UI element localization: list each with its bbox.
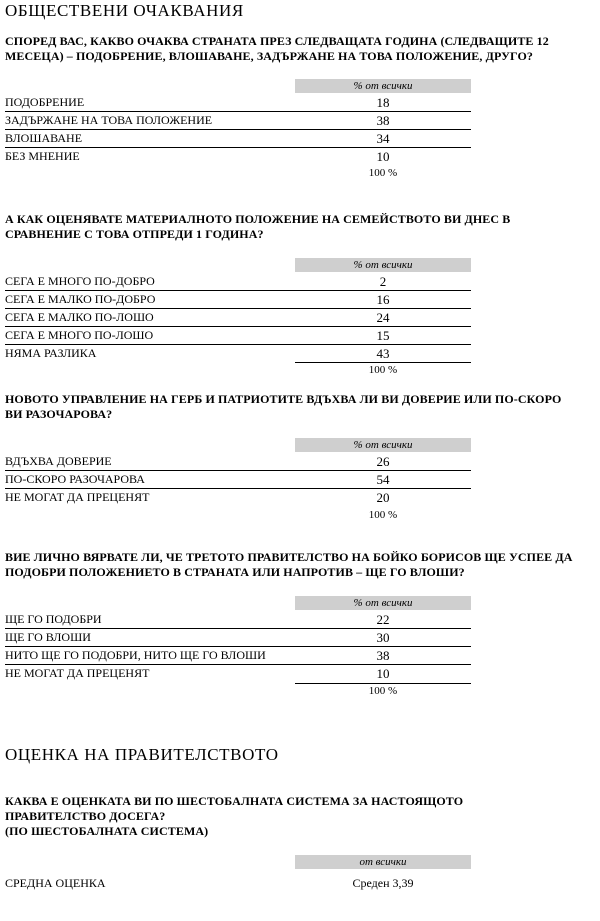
row-label: ЩЕ ГО ПОДОБРИ — [5, 612, 102, 626]
total-divider — [295, 683, 471, 684]
row-label: НЯМА РАЗЛИКА — [5, 346, 97, 360]
table-row — [5, 611, 471, 629]
table-row — [5, 148, 471, 165]
row-value: 10 — [376, 666, 390, 681]
row-value: 34 — [376, 131, 390, 146]
row-value: 38 — [376, 113, 390, 128]
table-row — [5, 327, 471, 345]
row-label: ЩЕ ГО ВЛОШИ — [5, 630, 91, 644]
row-value: 54 — [376, 472, 390, 487]
row-label: БЕЗ МНЕНИЕ — [5, 149, 80, 163]
row-value: 10 — [376, 149, 390, 164]
row-value: 30 — [376, 630, 390, 645]
row-value: Среден 3,39 — [352, 876, 414, 890]
row-label: ПОДОБРЕНИЕ — [5, 95, 85, 109]
column-header: от всички — [295, 855, 471, 869]
row-label: НИТО ЩЕ ГО ПОДОБРИ, НИТО ЩЕ ГО ВЛОШИ — [5, 648, 266, 662]
row-value: 24 — [376, 310, 390, 325]
row-label: СЕГА Е МНОГО ПО-ДОБРО — [5, 274, 155, 288]
total-value: 100 % — [368, 364, 398, 376]
total-value: 100 % — [368, 685, 398, 697]
row-label: СЕГА Е МАЛКО ПО-ЛОШО — [5, 310, 154, 324]
row-label: ВЛОШАВАНЕ — [5, 131, 83, 145]
table-row — [5, 875, 471, 892]
table-row — [5, 273, 471, 291]
total-value: 100 % — [368, 509, 398, 521]
table-row — [5, 665, 471, 682]
row-value: 15 — [376, 328, 390, 343]
row-value: 20 — [376, 490, 390, 505]
row-label: НЕ МОГАТ ДА ПРЕЦЕНЯТ — [5, 490, 150, 504]
row-label: СЕГА Е МНОГО ПО-ЛОШО — [5, 328, 154, 342]
table-row — [5, 130, 471, 148]
column-header: % от всички — [295, 438, 471, 452]
total-divider — [295, 362, 471, 363]
question-3: НОВОТО УПРАВЛЕНИЕ НА ГЕРБ И ПАТРИОТИТЕ ВДЪХВА ЛИ ВИ ДОВЕРИЕ ИЛИ ПО-СКОРО ВИ РАЗОЧАРОВА? — [5, 392, 562, 421]
section-title-expectations: ОБЩЕСТВЕНИ ОЧАКВАНИЯ — [5, 1, 244, 20]
row-label: СРЕДНА ОЦЕНКА — [5, 876, 106, 890]
row-value: 16 — [376, 292, 390, 307]
table-row — [5, 309, 471, 327]
column-header: % от всички — [295, 258, 471, 272]
table-row — [5, 489, 471, 506]
row-label: ПО-СКОРО РАЗОЧАРОВА — [5, 472, 145, 486]
table-row — [5, 345, 471, 362]
row-label: СЕГА Е МАЛКО ПО-ДОБРО — [5, 292, 156, 306]
row-label: ВДЪХВА ДОВЕРИЕ — [5, 454, 112, 468]
question-5: КАКВА Е ОЦЕНКАТА ВИ ПО ШЕСТОБАЛНАТА СИСТЕМА ЗА НАСТОЯЩОТО ПРАВИТЕЛСТВО ДОСЕГА? — [5, 794, 464, 823]
row-value: 18 — [376, 95, 390, 110]
column-header: % от всички — [295, 79, 471, 93]
row-value: 22 — [376, 612, 390, 627]
column-header: % от всички — [295, 596, 471, 610]
row-value: 2 — [379, 274, 387, 289]
row-value: 38 — [376, 648, 390, 663]
question-1: СПОРЕД ВАС, КАКВО ОЧАКВА СТРАНАТА ПРЕЗ СЛЕДВАЩАТА ГОДИНА (СЛЕДВАЩИТЕ 12 МЕСЕЦА) – ПОДОБРЕНИЕ, ВЛОШАВАНЕ, ЗАДЪРЖАНЕ НА ТОВА ПОЛОЖЕНИЕ, ДРУГО? — [5, 34, 549, 63]
row-label: НЕ МОГАТ ДА ПРЕЦЕНЯТ — [5, 666, 150, 680]
table-row — [5, 453, 471, 471]
table-row — [5, 629, 471, 647]
table-row — [5, 94, 471, 112]
row-label: ЗАДЪРЖАНЕ НА ТОВА ПОЛОЖЕНИЕ — [5, 113, 213, 127]
table-row — [5, 112, 471, 130]
total-value: 100 % — [368, 167, 398, 179]
row-value: 43 — [376, 346, 390, 361]
table-row — [5, 291, 471, 309]
table-row — [5, 471, 471, 489]
row-value: 26 — [376, 454, 390, 469]
question-2: А КАК ОЦЕНЯВАТЕ МАТЕРИАЛНОТО ПОЛОЖЕНИЕ НА СЕМЕЙСТВОТО ВИ ДНЕС В СРАВНЕНИЕ С ТОВА ОТПРЕДИ 1 ГОДИНА? — [5, 212, 511, 241]
section-title-government-rating: ОЦЕНКА НА ПРАВИТЕЛСТВОТО — [5, 745, 279, 764]
table-row — [5, 647, 471, 665]
question-5-note: (ПО ШЕСТОБАЛНАТА СИСТЕМА) — [5, 824, 209, 838]
question-4: ВИЕ ЛИЧНО ВЯРВАТЕ ЛИ, ЧЕ ТРЕТОТО ПРАВИТЕЛСТВО НА БОЙКО БОРИСОВ ЩЕ УСПЕЕ ДА ПОДОБРИ ПОЛОЖЕНИЕТО В СТРАНАТА ИЛИ НАПРОТИВ – ЩЕ ГО ВЛОШИ? — [5, 550, 573, 579]
